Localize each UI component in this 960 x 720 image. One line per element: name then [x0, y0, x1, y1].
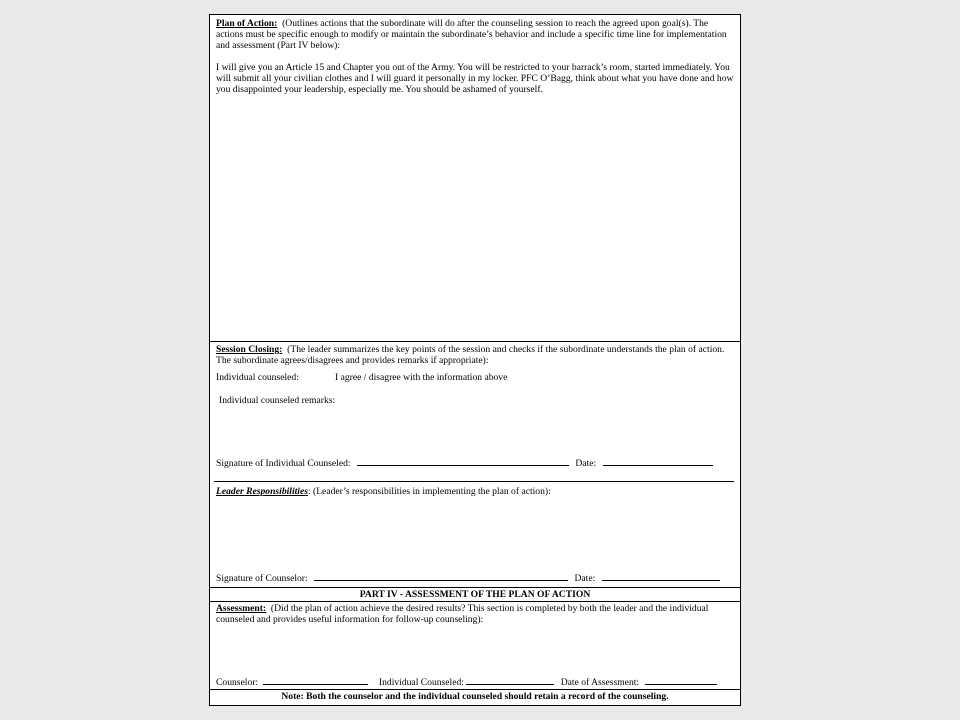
leader-responsibilities-description: : (Leader’s responsibilities in implementing the plan of action):	[307, 486, 551, 497]
part-iv-title: PART IV - ASSESSMENT OF THE PLAN OF ACTION	[359, 589, 591, 600]
plan-of-action-section	[210, 15, 740, 95]
individual-counseled-label: Individual counseled:	[216, 372, 299, 383]
assessment-section	[210, 601, 740, 625]
individual-signature-label: Signature of Individual Counseled:	[216, 458, 351, 469]
assessment-individual-label: Individual Counseled:	[378, 677, 464, 688]
counselor-signature-row	[216, 570, 734, 584]
assessment-counselor-label: Counselor:	[216, 677, 259, 688]
assessment-counselor-field[interactable]	[263, 674, 368, 685]
plan-of-action-description: (Outlines actions that the subordinate will do after the counseling session to reach the agreed upon goal(s). The actions must be specific enough to modify or maintain the subordinate’s behavior and include a specific time line for implementation and assessment (Part IV below):	[216, 18, 727, 51]
individual-signature-row	[216, 455, 734, 469]
counseling-form	[209, 14, 741, 706]
remarks-label: Individual counseled remarks:	[219, 395, 336, 406]
leader-responsibilities-section	[210, 483, 740, 497]
assessment-intro	[216, 603, 734, 625]
individual-date-field[interactable]	[603, 455, 713, 466]
agree-row	[216, 372, 734, 383]
assessment-signature-row	[216, 674, 734, 688]
individual-date-label: Date:	[575, 458, 597, 469]
session-closing-section	[210, 341, 740, 406]
session-closing-description: (The leader summarizes the key points of the session and checks if the subordinate understands the plan of action. The subordinate agrees/disagrees and provides remarks if appropriate):	[216, 344, 725, 366]
plan-of-action-intro	[216, 18, 734, 51]
agree-disagree-text[interactable]: I agree / disagree with the information above	[335, 372, 508, 383]
assessment-heading: Assessment:	[216, 603, 267, 614]
individual-signature-field[interactable]	[357, 455, 569, 466]
counselor-date-field[interactable]	[602, 570, 720, 581]
leader-responsibilities-heading: Leader Responsibilities	[216, 486, 308, 497]
assessment-date-field[interactable]	[645, 674, 717, 685]
assessment-date-label: Date of Assessment:	[560, 677, 640, 688]
divider	[214, 481, 734, 482]
session-closing-heading: Session Closing:	[216, 344, 283, 355]
assessment-description: (Did the plan of action achieve the desired results? This section is completed by both the leader and the individual counseled and provides useful information for follow-up counseling):	[216, 603, 709, 625]
counselor-signature-field[interactable]	[314, 570, 568, 581]
plan-of-action-body: I will give you an Article 15 and Chapter you out of the Army. You will be restricted to your barrack’s room, started immediately. You will submit all your civilian clothes and I will guard it personally in my locker. PFC O’Bagg, think about what you have done and how you disappointed your leadership, especially me. You should be ashamed of yourself.	[216, 62, 734, 95]
leader-responsibilities-intro	[216, 486, 734, 497]
counselor-date-label: Date:	[574, 573, 596, 584]
assessment-individual-field[interactable]	[466, 674, 554, 685]
retention-note: Note: Both the counselor and the individual counseled should retain a record of the counseling.	[281, 691, 669, 702]
plan-of-action-heading: Plan of Action:	[216, 18, 278, 29]
session-closing-intro	[216, 344, 734, 366]
counselor-signature-label: Signature of Counselor:	[216, 573, 308, 584]
